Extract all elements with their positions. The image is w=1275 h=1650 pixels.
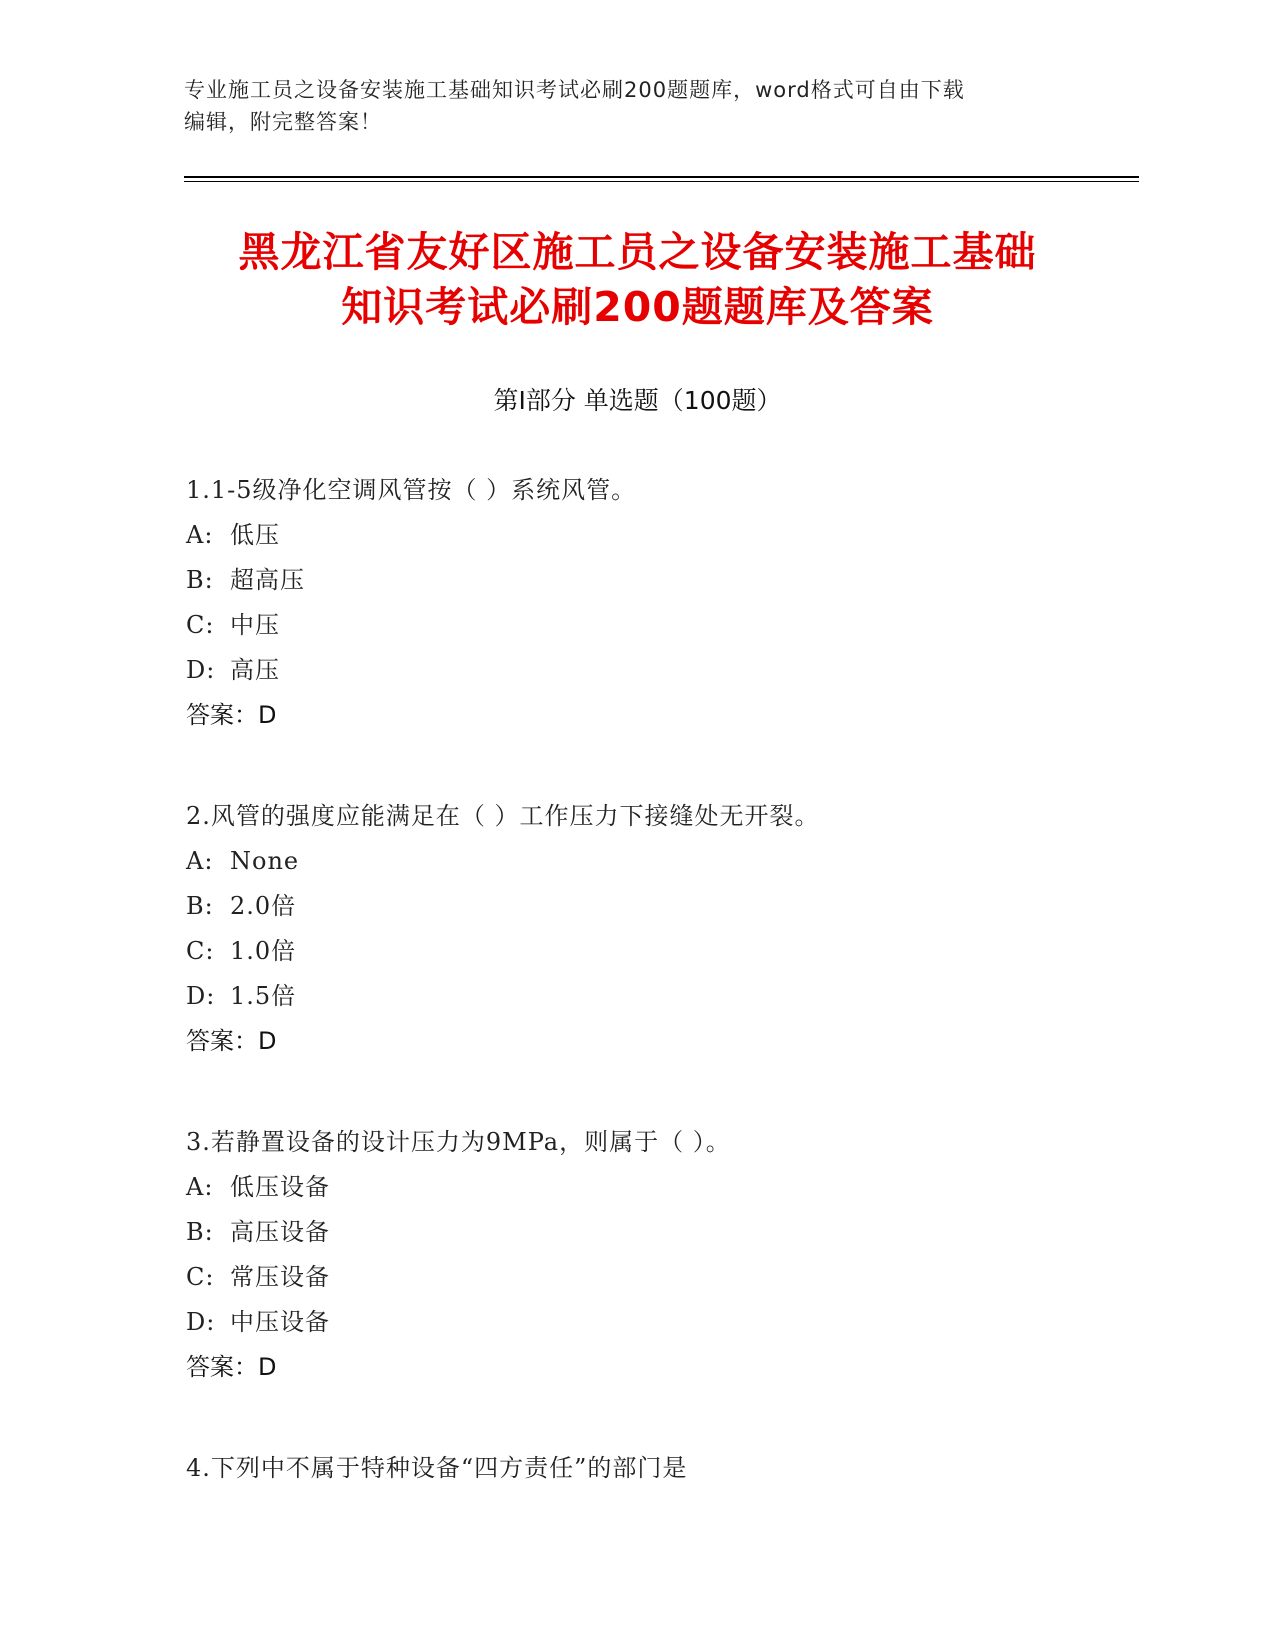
option-letter: A:: [186, 1173, 214, 1201]
option-text: 高压: [230, 656, 280, 684]
document-title: [140, 225, 1135, 335]
question-list: [186, 468, 1136, 1547]
question-2: [186, 794, 1136, 1064]
option-text: None: [230, 847, 300, 875]
question-3: [186, 1120, 1136, 1390]
title-line-1: 黑龙江省友好区施工员之设备安装施工基础: [238, 228, 1037, 276]
option-text: 常压设备: [230, 1263, 330, 1291]
section-heading: 第Ⅰ部分 单选题（100题）: [493, 386, 782, 415]
option-text: 中压设备: [230, 1308, 330, 1336]
option-text: 低压设备: [230, 1173, 330, 1201]
option-b: [186, 1210, 1136, 1255]
option-a: [186, 1165, 1136, 1210]
option-d: [186, 974, 1136, 1019]
option-text: 2.0倍: [230, 892, 297, 920]
option-letter: C:: [186, 1263, 215, 1291]
option-letter: D:: [186, 982, 216, 1010]
option-b: [186, 558, 1136, 603]
question-stem: 2.风管的强度应能满足在（ ）工作压力下接缝处无开裂。: [186, 802, 820, 830]
answer-line: 答案：D: [186, 1353, 277, 1381]
header-note-line-2: 编辑，附完整答案！: [184, 110, 382, 134]
option-letter: C:: [186, 611, 215, 639]
header-divider-thick: [184, 176, 1139, 178]
option-text: 1.0倍: [230, 937, 297, 965]
question-stem: 1.1-5级净化空调风管按（ ）系统风管。: [186, 476, 637, 504]
option-letter: D:: [186, 656, 216, 684]
option-b: [186, 884, 1136, 929]
question-stem: 4.下列中不属于特种设备“四方责任”的部门是: [186, 1454, 688, 1482]
option-a: [186, 513, 1136, 558]
option-letter: C:: [186, 937, 215, 965]
answer-line: 答案：D: [186, 1027, 277, 1055]
option-c: [186, 929, 1136, 974]
header-note-line-1: 专业施工员之设备安装施工基础知识考试必刷200题题库，word格式可自由下载: [184, 78, 965, 102]
option-letter: A:: [186, 847, 214, 875]
question-1: [186, 468, 1136, 738]
option-a: [186, 839, 1136, 884]
option-letter: A:: [186, 521, 214, 549]
option-d: [186, 648, 1136, 693]
option-letter: B:: [186, 1218, 214, 1246]
header-divider-thin: [184, 181, 1139, 182]
option-text: 中压: [230, 611, 280, 639]
header-note: [184, 74, 1084, 138]
option-d: [186, 1300, 1136, 1345]
answer-line: 答案：D: [186, 701, 277, 729]
option-c: [186, 603, 1136, 648]
option-c: [186, 1255, 1136, 1300]
option-text: 1.5倍: [230, 982, 297, 1010]
option-letter: D:: [186, 1308, 216, 1336]
option-text: 高压设备: [230, 1218, 330, 1246]
option-text: 超高压: [230, 566, 305, 594]
option-letter: B:: [186, 566, 214, 594]
question-4: [186, 1446, 1136, 1491]
title-line-2: 知识考试必刷200题题库及答案: [341, 283, 934, 331]
question-stem: 3.若静置设备的设计压力为9MPa，则属于（ ）。: [186, 1128, 731, 1156]
option-letter: B:: [186, 892, 214, 920]
option-text: 低压: [230, 521, 280, 549]
